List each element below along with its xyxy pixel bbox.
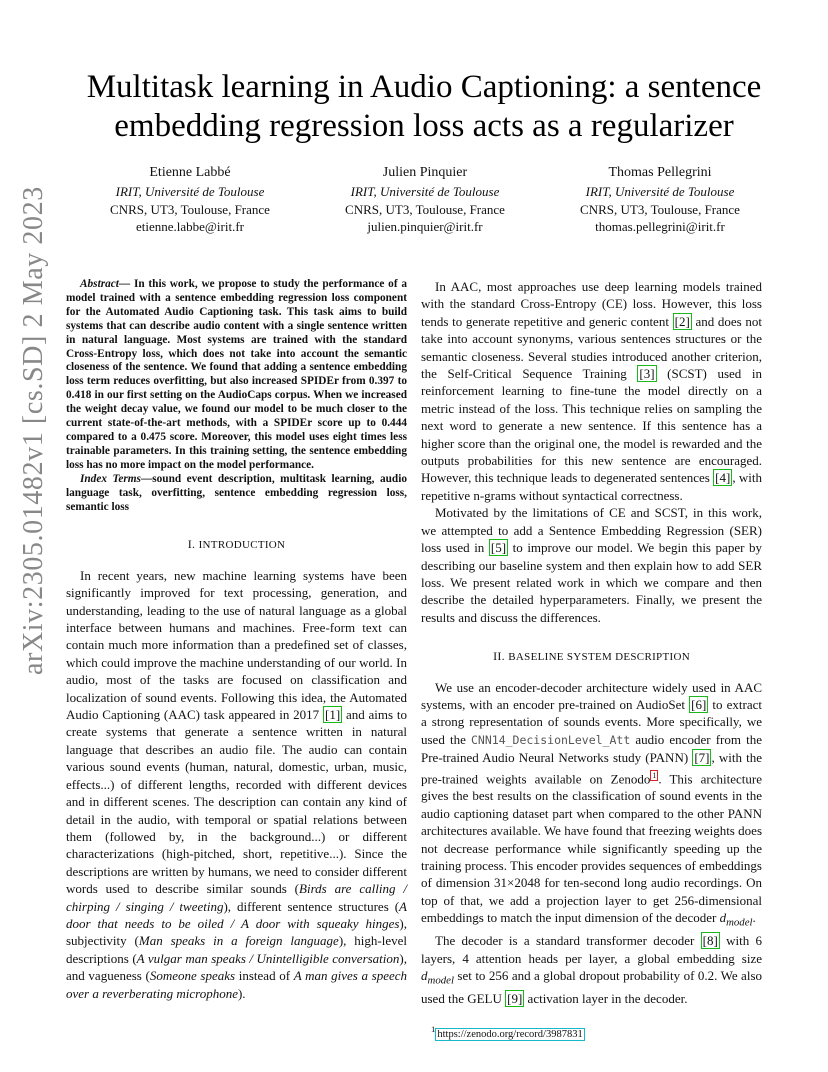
author-name: Julien Pinquier — [382, 165, 468, 180]
footnote-url[interactable]: https://zenodo.org/record/3987831 — [437, 1028, 583, 1040]
abstract-label: Abstract— — [80, 278, 131, 290]
index-terms-text: —sound event description, multitask learning, audio language task, overfitting, sentence embedding regression loss, semantic loss — [66, 472, 407, 513]
author-name: Etienne Labbé — [149, 165, 231, 180]
citation-link[interactable]: [4] — [715, 470, 731, 486]
body-paragraph: We use an encoder-decoder architecture widely used in AAC systems, with an encoder pre-trained on AudioSet [6] to extract a strong representation of sounds events. More specifically, we used the CNN14_DecisionLevel_Att audio encoder from the Pre-trained Audio Neural Networks study (PANN) [7] , with the pre-trained weights available on Zenodo $^1$ . This architecture gives the best results on the classification of sound events in the audio captioning dataset part when compared to the other PANN architectures available. We have found that freezing weights does not decrease performance while significantly speeding up the training process. This encoder provides sequences of embeddings of dimension 31×2048 for ten-second long audio recordings. On top of that, we add a projection layer to get 256-dimensional embeddings to match the input dimension of the decoder $d_{model}$. — [421, 679, 763, 929]
citation-link[interactable]: [1] — [324, 707, 341, 723]
author-email[interactable]: julien.pinquier@irit.fr — [367, 219, 483, 234]
citation-link[interactable]: [2] — [674, 313, 690, 329]
abstract-text: In this work, we propose to study the performance of a model trained with a sentence embedding regression loss component for the Automated Audio Captioning task. This task aims to build systems that can describe audio content with a single sentence written in natural language. Most systems are trained with the standard Cross-Entropy loss, which does not take into account the semantic closeness of the sentence. We found that adding a sentence embedding loss term reduces overfitting, but also increased SPIDEr from 0.397 to 0.418 in our first setting on the AudioCaps corpus. When we increased the weight decay value, we found our model to be much closer to the current state-of-the-art methods, with a SPIDEr score up to 0.444 compared to a 0.475 score. Moreover, this model uses eight times less trainable parameters. In this training setting, the sentence embedding loss has no more impact on the model performance. — [66, 278, 407, 471]
citation-link[interactable]: [8] — [702, 933, 718, 949]
author-2 — [320, 163, 530, 236]
abstract — [66, 278, 407, 473]
index-terms-label: Index Terms — [80, 472, 141, 485]
citation-link[interactable]: [9] — [507, 990, 523, 1006]
paper-title: Multitask learning in Audio Captioning: a sentence embedding regression loss acts as a regularizer — [86, 69, 762, 144]
author-1 — [85, 163, 295, 236]
footnote: $^1$ https://zenodo.org/record/3987831 — [431, 1024, 583, 1040]
author-3 — [555, 163, 765, 236]
left-column — [66, 278, 407, 1002]
footnote-link[interactable]: 1 — [652, 770, 657, 780]
author-email[interactable]: etienne.labbe@irit.fr — [136, 219, 244, 234]
intro-paragraph: In recent years, new machine learning systems have been significantly improved for text processing, generation, and understanding, leading to the use of natural language as a global interface between humans and machines. Free-form text can contain much more information than a predefined set of classes, which could improve the machine understanding of our world. In audio, most of the tasks are focused on classification and localization of sound events. Following this idea, the Automated Audio Captioning (AAC) task appeared in 2017 [1] and aims to create systems that generate a sentence written in natural language that describes an audio file. The audio can contain various sound events (human, natural, domestic, urban, music, effects...) of different lengths, recorded with different devices and in different scenes. The description can contain any kind of detail in the audio, with temporal or spatial relations between them (followed by, in the background...) or different characterizations (high-pitched, short, repetitive...). Since the descriptions are written by humans, we need to consider different words used to describe similar sounds (Birds are calling / chirping / singing / tweeting), different sentence structures (A door that needs to be oiled / A door with squeaky hinges), subjectivity (Man speaks in a foreign language), high-level descriptions (A vulgar man speaks / Unintelligible conversation), and vagueness (Someone speaks instead of A man gives a speech over a reverberating microphone). — [66, 567, 408, 1001]
author-affiliation: IRIT, Université de Toulouse — [350, 184, 500, 199]
author-affiliation: IRIT, Université de Toulouse — [115, 184, 265, 199]
author-email[interactable]: thomas.pellegrini@irit.fr — [595, 219, 725, 234]
citation-link[interactable]: [3] — [639, 366, 655, 382]
citation-link[interactable]: [7] — [694, 750, 710, 766]
body-paragraph: The decoder is a standard transformer decoder [8] with 6 layers, 4 attention heads per layer, a global embedding size $d_{model}$ set to 256 and a global dropout probability of 0.2. We also used the GELU [9] activation layer in the decoder. — [421, 933, 763, 1006]
right-column — [421, 278, 762, 1043]
citation-link[interactable]: [5] — [490, 540, 507, 556]
code-identifier: CNN14_DecisionLevel_Att — [471, 732, 631, 747]
body-paragraph: In AAC, most approaches use deep learning models trained with the standard Cross-Entropy (CE) loss. However, this loss tends to generate repetitive and generic content [2] and does not take into account synonyms, various sentences structures or the semantic closeness. Several studies introduced another criterion, the Self-Critical Sequence Training [3] (SCST) used in reinforcement learning to fine-tune the model directly on a metric instead of the loss. This technique relies on sampling the next word to generate a new sentence. If this sentence has a higher score than the original one, the model is rewarded and the outputs probabilities for this new sentence are encouraged. However, this technique leads to degenerated sentences [4] , with repetitive n-grams without syntactical correctness. — [421, 279, 763, 503]
author-institution: CNRS, UT3, Toulouse, France — [345, 201, 505, 217]
author-institution: CNRS, UT3, Toulouse, France — [580, 201, 740, 217]
section-heading-baseline: II. BASELINE SYSTEM DESCRIPTION — [493, 649, 690, 664]
author-block — [85, 163, 765, 236]
author-name: Thomas Pellegrini — [608, 165, 712, 180]
index-terms — [66, 473, 407, 515]
citation-link[interactable]: [6] — [691, 696, 707, 712]
author-affiliation: IRIT, Université de Toulouse — [585, 184, 735, 199]
body-paragraph: Motivated by the limitations of CE and SCST, in this work, we attempted to add a Sentence Embedding Regression (SER) loss used in [5] to improve our model. We begin this paper by describing our baseline system and then explain how to add SER loss. We present related work in which we compare and then describe the detailed hyperparameters. Finally, we present the results and discuss the differences. — [421, 505, 763, 625]
author-institution: CNRS, UT3, Toulouse, France — [110, 201, 270, 217]
section-heading-introduction: I. INTRODUCTION — [187, 537, 286, 552]
